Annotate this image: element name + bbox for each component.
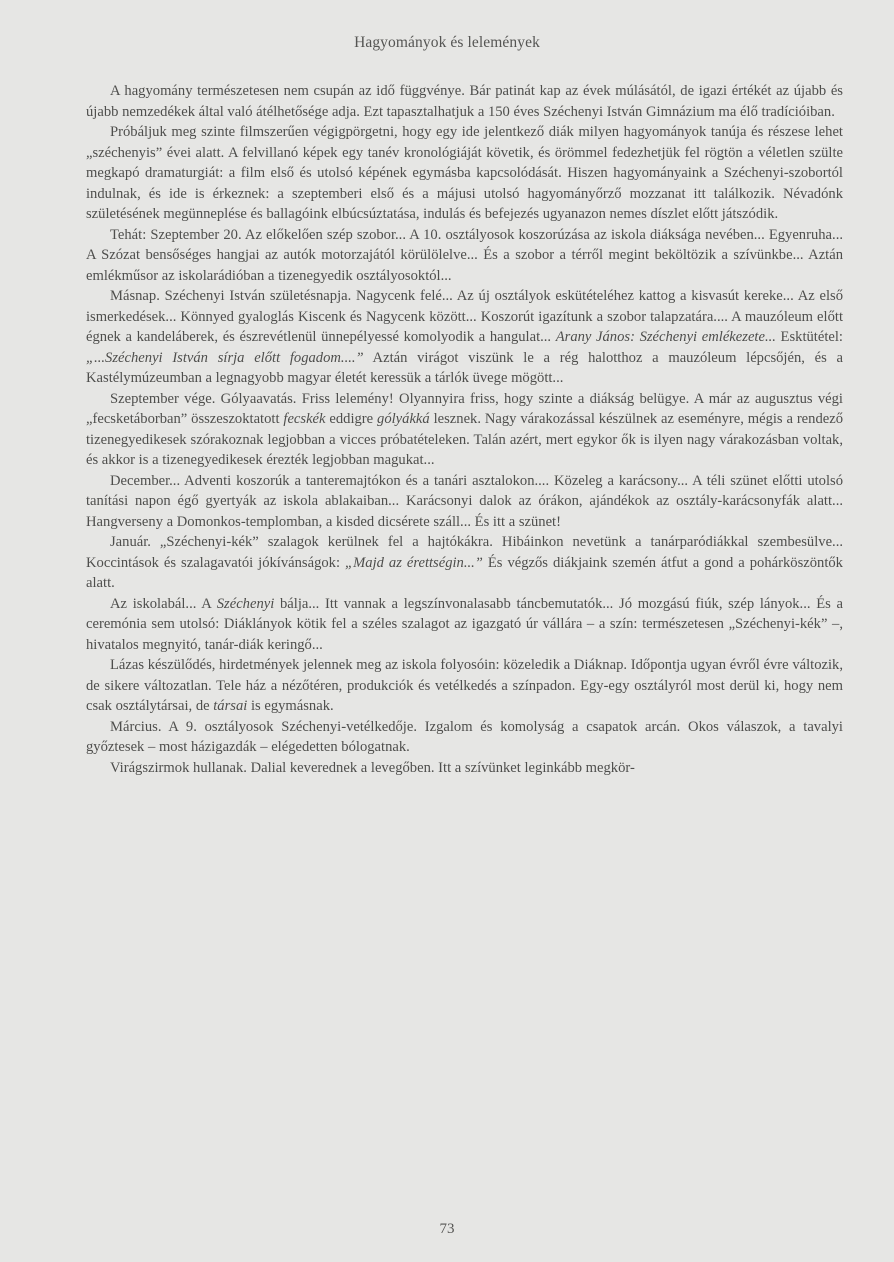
paragraph-4-text-c: Aztán virágot viszünk le a rég halotthoz a mauzóleum lépcsőjén, és a Kastélymúzeumban a legnagyobb magyar életét keressük a tárlók üvege mögött...: [86, 349, 843, 386]
paragraph-8-text-b: bálja... Itt vannak a legszínvonalasabb táncbemutatók... Jó mozgású fiúk, szép lányok... És a ceremónia sem utolsó: Diáklányok kötik fel a széles szalagot az igazgató úr vállára – a szín: természetesen „Széchenyi-kék” –, hivatalos megnyitó, tanár-diák keringő...: [86, 595, 844, 653]
paragraph-5: [86, 389, 843, 471]
paragraph-5-text-a: Szeptember vége. Gólyaavatás. Friss lelemény! Olyannyira friss, hogy szinte a diákság belügye. A már az augusztus végi „fecsketáborban” összeszoktatott: [86, 390, 843, 427]
paragraph-5-text-b: eddigre: [325, 411, 378, 427]
paragraph-5-italic-a: fecskék: [283, 411, 326, 427]
paragraph-4-text-a: Másnap. Széchenyi István születésnapja. Nagycenk felé... Az új osztályok eskütételéhez kattog a kisvasút kereke... Az első ismerkedések... Könnyed gyaloglás Kiscenk és Nagycenk között... Koszorút igazítunk a szobor talapzatára.... A mauzóleum előtt égnek a kandeláberek, és észrevétlenül ünnepélyessé komolyodik a hangulat...: [86, 288, 843, 345]
paragraph-6: December... Adventi koszorúk a tanteremajtókon és a tanári asztalokon.... Közeleg a karácsony... A téli szünet előtti utolsó tanítási napon égő gyertyák az iskola ablakaiban... Karácsonyi dalok az órákon, ajándékok az osztály-karácsonyfák alatt... Hangverseny a Domonkos-templomban, a kisded dicsérete száll... És itt a szünet!: [86, 472, 843, 530]
paragraph-5-text-c: lesznek. Nagy várakozással készülnek az eseményre, mégis a rendező tizenegyedikesek szórakoznak legjobban a vicces próbatételeken. Talán azért, mert egykor ők is ilyen nagy várakozásban voltak, és akkor is a tizenegyedikesek érezték legjobban magukat...: [86, 411, 844, 468]
paragraph-4: [86, 286, 843, 389]
paragraph-11: Virágszirmok hullanak. Dalial keverednek a levegőben. Itt a szívünket leginkább megkör-: [110, 759, 635, 776]
paragraph-4-italic-a: Arany János: Széchenyi emlékezete...: [555, 329, 776, 345]
paragraph-9-italic: társai: [213, 698, 248, 714]
paragraph-10: Március. A 9. osztályosok Széchenyi-vetélkedője. Izgalom és komolyság a csapatok arcán. Okos válaszok, a tavalyi győztesek – most házigazdák – elégedetten bólogatnak.: [86, 718, 843, 755]
paragraph-2: Próbáljuk meg szinte filmszerűen végigpörgetni, hogy egy ide jelentkező diák milyen hagyományok tanúja és részese lehet „széchenyis” évei alatt. A felvillanó képek egy tanév kronológiáját követik, és örömmel fedezhetjük fel rögtön a véletlen szülte megkapó dramaturgiát: a film első és utolsó képének egymásba kapcsolódását. Hiszen hagyományaink a Széchenyi-szobortól indulnak, és ide is érkeznek: a szeptemberi első és a májusi utolsó hagyományőrző mozzanat itt találkozik. Névadónk születésének megünneplése és ballagóink elbúcsúztatása, indulás és befejezés ugyanazon nemes díszlet előtt játszódik.: [86, 124, 843, 222]
paragraph-7: [86, 532, 843, 594]
page-title: Hagyományok és lelemények: [354, 34, 540, 51]
paragraph-4-text-b: Esktütétel:: [775, 329, 843, 345]
paragraph-5-italic-b: gólyákká: [377, 411, 430, 427]
paragraph-4-italic-b: „...Széchenyi István sírja előtt fogadom....”: [86, 349, 364, 366]
page-number: 73: [439, 1221, 455, 1237]
paragraph-3: Tehát: Szeptember 20. Az előkelően szép szobor... A 10. osztályosok koszorúzása az iskola diáksága nevében... Egyenruha... A Szózat bensőséges hangjai az autók motorzajától körülölelve... És a szobor a térről megint beköltözik a szívünkbe... Aztán emlékműsor az iskolarádióban a tizenegyedik osztályosoktól...: [86, 226, 843, 284]
paragraph-9-text-b: is egymásnak.: [247, 698, 334, 714]
paragraph-7-text-a: Január. „Széchenyi-kék” szalagok kerülnek fel a hajtókákra. Hibáinkon nevetünk a tanárparódiákkal szembesülve... Koccintások és szalagavatói jókívánságok:: [86, 534, 843, 571]
paragraph-8: [86, 594, 843, 656]
paragraph-8-text-a: Az iskolabál... A: [110, 595, 217, 612]
paragraph-1: A hagyomány természetesen nem csupán az idő függvénye. Bár patinát kap az évek múlásától, de igazi értékét az újabb és újabb nemzedékek által való átélhetősége adja. Ezt tapasztalhatjuk a 150 éves Széchenyi István Gimnázium ma élő tradícióiban.: [86, 83, 843, 120]
paragraph-8-italic: Széchenyi: [216, 595, 275, 612]
paragraph-7-text-b: És végzős diákjaink szemén átfut a gond a pohárköszöntők alatt.: [86, 554, 843, 591]
paragraph-9: [86, 655, 843, 717]
article-body: [86, 81, 843, 778]
paragraph-9-text-a: Lázas készülődés, hirdetmények jelennek meg az iskola folyosóin: közeledik a Diáknap. Időpontja ugyan évről évre változik, de sikere változatlan. Tele ház a nézőtéren, produkciók és vetélkedés a színpadon. Egy-egy osztályról most derül ki, hogy nem csak osztálytársai, de: [86, 657, 843, 714]
paragraph-7-italic: „Majd az érettségin...”: [345, 554, 483, 571]
